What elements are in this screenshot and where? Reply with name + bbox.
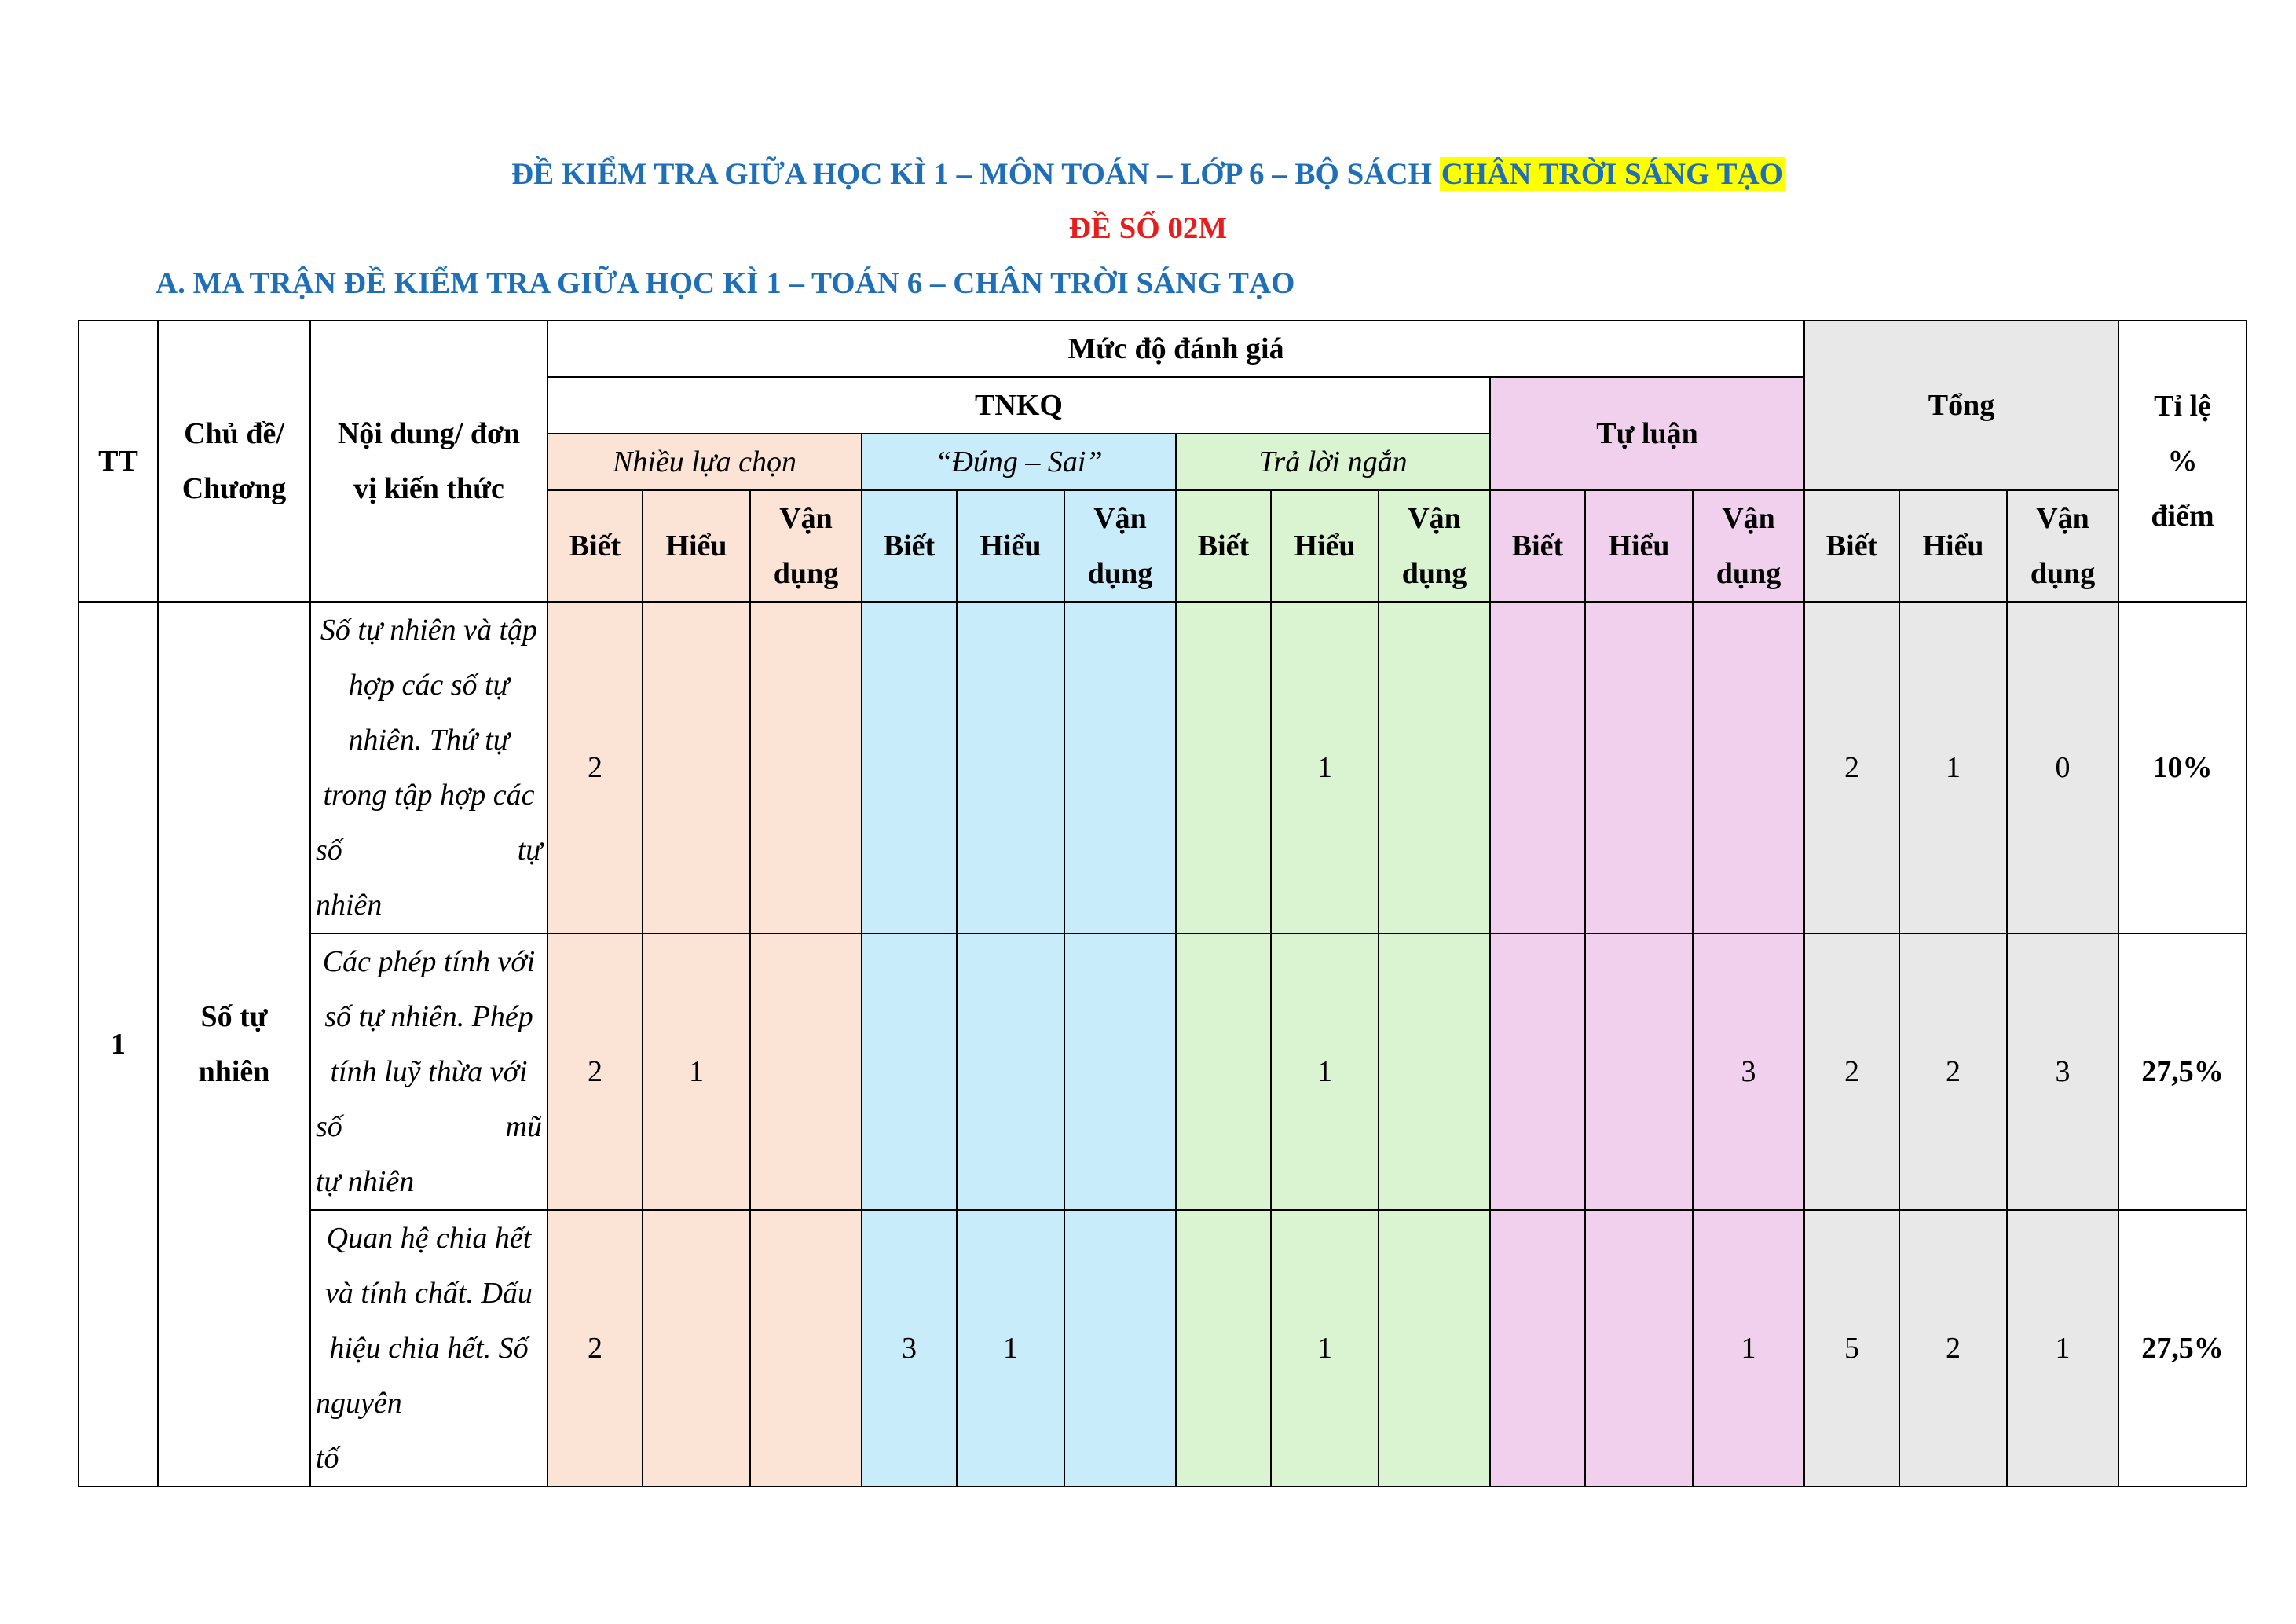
header-apply: Vận dụng [2007,490,2118,602]
header-apply: Vận dụng [1693,490,1804,602]
cell-essay-know [1490,1210,1585,1487]
header-understand: Hiểu [1271,490,1379,602]
cell-ratio: 27,5% [2118,933,2247,1210]
header-understand: Hiểu [957,490,1064,602]
header-multiple-choice: Nhiều lựa chọn [547,434,862,490]
header-essay: Tự luận [1490,377,1804,490]
assessment-matrix-table [78,320,2247,1487]
header-know: Biết [1490,490,1585,602]
cell-short-understand: 1 [1271,602,1379,933]
cell-short-apply [1379,933,1490,1210]
header-ratio: Tỉ lệ % điểm [2118,321,2247,602]
header-short-answer: Trả lời ngắn [1176,434,1490,490]
row-content: Quan hệ chia hết và tính chất. Dấu hiệu chia hết. Số nguyên tố [310,1210,547,1487]
cell-total-apply: 3 [2007,933,2118,1210]
cell-tf-know [862,933,957,1210]
cell-total-apply: 1 [2007,1210,2118,1487]
header-tt: TT [79,321,158,602]
header-understand: Hiểu [643,490,750,602]
cell-tf-know: 3 [862,1210,957,1487]
header-row-1 [79,321,2247,377]
cell-mcq-understand [643,1210,750,1487]
row-content: Số tự nhiên và tập hợp các số tự nhiên. Thứ tự trong tập hợp các số tự nhiên [310,602,547,933]
cell-total-know: 2 [1804,933,1899,1210]
cell-short-know [1176,1210,1271,1487]
header-understand: Hiểu [1585,490,1693,602]
cell-tf-apply [1064,933,1176,1210]
cell-ratio: 27,5% [2118,1210,2247,1487]
table-row [79,602,2247,933]
header-know: Biết [547,490,643,602]
header-apply: Vận dụng [750,490,862,602]
row-topic: Số tự nhiên [158,602,310,1487]
cell-mcq-know: 2 [547,933,643,1210]
cell-mcq-apply [750,602,862,933]
document-title-text: ĐỀ KIỂM TRA GIỮA HỌC KÌ 1 – MÔN TOÁN – LỚP 6 – BỘ SÁCH [511,157,1440,191]
cell-essay-understand [1585,1210,1693,1487]
cell-ratio: 10% [2118,602,2247,933]
cell-tf-understand: 1 [957,1210,1064,1487]
document-title-highlight: CHÂN TRỜI SÁNG TẠO [1441,157,1783,191]
exam-number: ĐỀ SỐ 02M [1068,211,1228,245]
header-apply: Vận dụng [1379,490,1490,602]
cell-mcq-apply [750,933,862,1210]
cell-tf-apply [1064,602,1176,933]
header-understand: Hiểu [1899,490,2007,602]
table-row [79,933,2247,1210]
cell-mcq-know: 2 [547,1210,643,1487]
cell-essay-apply: 1 [1693,1210,1804,1487]
cell-short-apply [1379,602,1490,933]
cell-tf-know [862,602,957,933]
cell-tf-understand [957,933,1064,1210]
cell-total-apply: 0 [2007,602,2118,933]
cell-mcq-apply [750,1210,862,1487]
cell-essay-understand [1585,933,1693,1210]
header-assessment-level: Mức độ đánh giá [547,321,1804,377]
cell-mcq-understand: 1 [643,933,750,1210]
cell-essay-apply: 3 [1693,933,1804,1210]
cell-short-know [1176,602,1271,933]
header-content: Nội dung/ đơn vị kiến thức [310,321,547,602]
table-row [79,1210,2247,1487]
document-title [0,154,2296,195]
cell-total-understand: 2 [1899,933,2007,1210]
cell-total-know: 2 [1804,602,1899,933]
header-apply: Vận dụng [1064,490,1176,602]
cell-mcq-understand [643,602,750,933]
cell-essay-know [1490,933,1585,1210]
cell-short-apply [1379,1210,1490,1487]
cell-essay-know [1490,602,1585,933]
header-tnkq: TNKQ [547,377,1490,434]
cell-short-understand: 1 [1271,1210,1379,1487]
cell-tf-understand [957,602,1064,933]
cell-tf-apply [1064,1210,1176,1487]
cell-essay-understand [1585,602,1693,933]
cell-total-understand: 2 [1899,1210,2007,1487]
header-know: Biết [1804,490,1899,602]
header-know: Biết [862,490,957,602]
cell-short-know [1176,933,1271,1210]
cell-short-understand: 1 [1271,933,1379,1210]
header-topic: Chủ đề/ Chương [158,321,310,602]
cell-mcq-know: 2 [547,602,643,933]
cell-essay-apply [1693,602,1804,933]
cell-total-understand: 1 [1899,602,2007,933]
section-heading: A. MA TRẬN ĐỀ KIỂM TRA GIỮA HỌC KÌ 1 – TOÁN 6 – CHÂN TRỜI SÁNG TẠO [156,266,1295,300]
row-tt: 1 [79,602,158,1487]
header-know: Biết [1176,490,1271,602]
cell-total-know: 5 [1804,1210,1899,1487]
row-content: Các phép tính với số tự nhiên. Phép tính luỹ thừa với số mũ tự nhiên [310,933,547,1210]
header-total: Tổng [1804,321,2118,490]
header-true-false: “Đúng – Sai” [862,434,1176,490]
